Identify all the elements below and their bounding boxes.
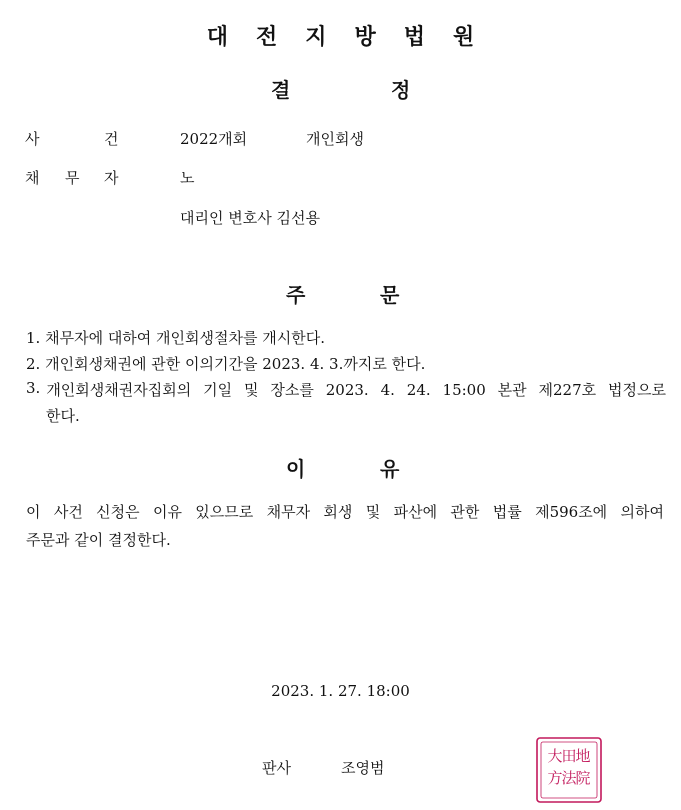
case-number: 2022개회	[180, 130, 248, 148]
debtor-name: 노	[180, 169, 195, 187]
doc-title-right: 정	[391, 78, 411, 102]
court-name: 대전지방법원	[206, 25, 503, 50]
order-item	[26, 327, 325, 348]
case-label-char: 사	[25, 130, 40, 148]
order-number: 2.	[26, 355, 41, 373]
court-seal-icon	[533, 734, 605, 806]
case-label-char: 건	[104, 130, 119, 148]
decision-datetime: 2023. 1. 27. 18:00	[271, 682, 410, 700]
debtor-agent: 대리인 변호사 김선용	[180, 209, 320, 227]
order-number: 1.	[26, 329, 41, 347]
seal-glyph: 法	[561, 769, 577, 787]
order-text: 채무자에 대하여 개인회생절차를 개시한다.	[45, 329, 325, 347]
order-item	[26, 379, 666, 400]
doc-title-left: 결	[271, 78, 291, 102]
case-type: 개인회생	[306, 130, 364, 148]
reason-heading-left: 이	[286, 457, 306, 481]
debtor-label-char: 무	[65, 169, 80, 187]
order-text-continuation: 한다.	[46, 407, 80, 425]
seal-glyph: 大	[547, 747, 563, 765]
judge-name: 조영범	[341, 759, 385, 777]
judge-title: 판사	[262, 759, 291, 777]
order-heading-right: 문	[380, 283, 400, 307]
order-text: 개인회생채권에 관한 이의기간을 2023. 4. 3.까지로 한다.	[45, 355, 426, 373]
seal-glyph: 田	[561, 747, 577, 765]
seal-glyph: 方	[547, 769, 563, 787]
order-item	[26, 353, 425, 374]
seal-glyph: 院	[575, 769, 591, 787]
debtor-label-char: 채	[25, 169, 40, 187]
reason-text-line: 주문과 같이 결정한다.	[26, 531, 171, 549]
reason-heading-right: 유	[380, 457, 400, 481]
order-heading-left: 주	[286, 283, 306, 307]
order-number: 3.	[26, 379, 41, 397]
order-text: 개인회생채권자집회의 기일 및 장소를 2023. 4. 24. 15:00 본관 제227호 법정으로	[46, 381, 666, 399]
reason-text-line: 이 사건 신청은 이유 있으므로 채무자 회생 및 파산에 관한 법률 제596조에 의하여	[26, 503, 664, 521]
seal-glyph: 地	[575, 747, 591, 765]
debtor-label-char: 자	[104, 169, 119, 187]
